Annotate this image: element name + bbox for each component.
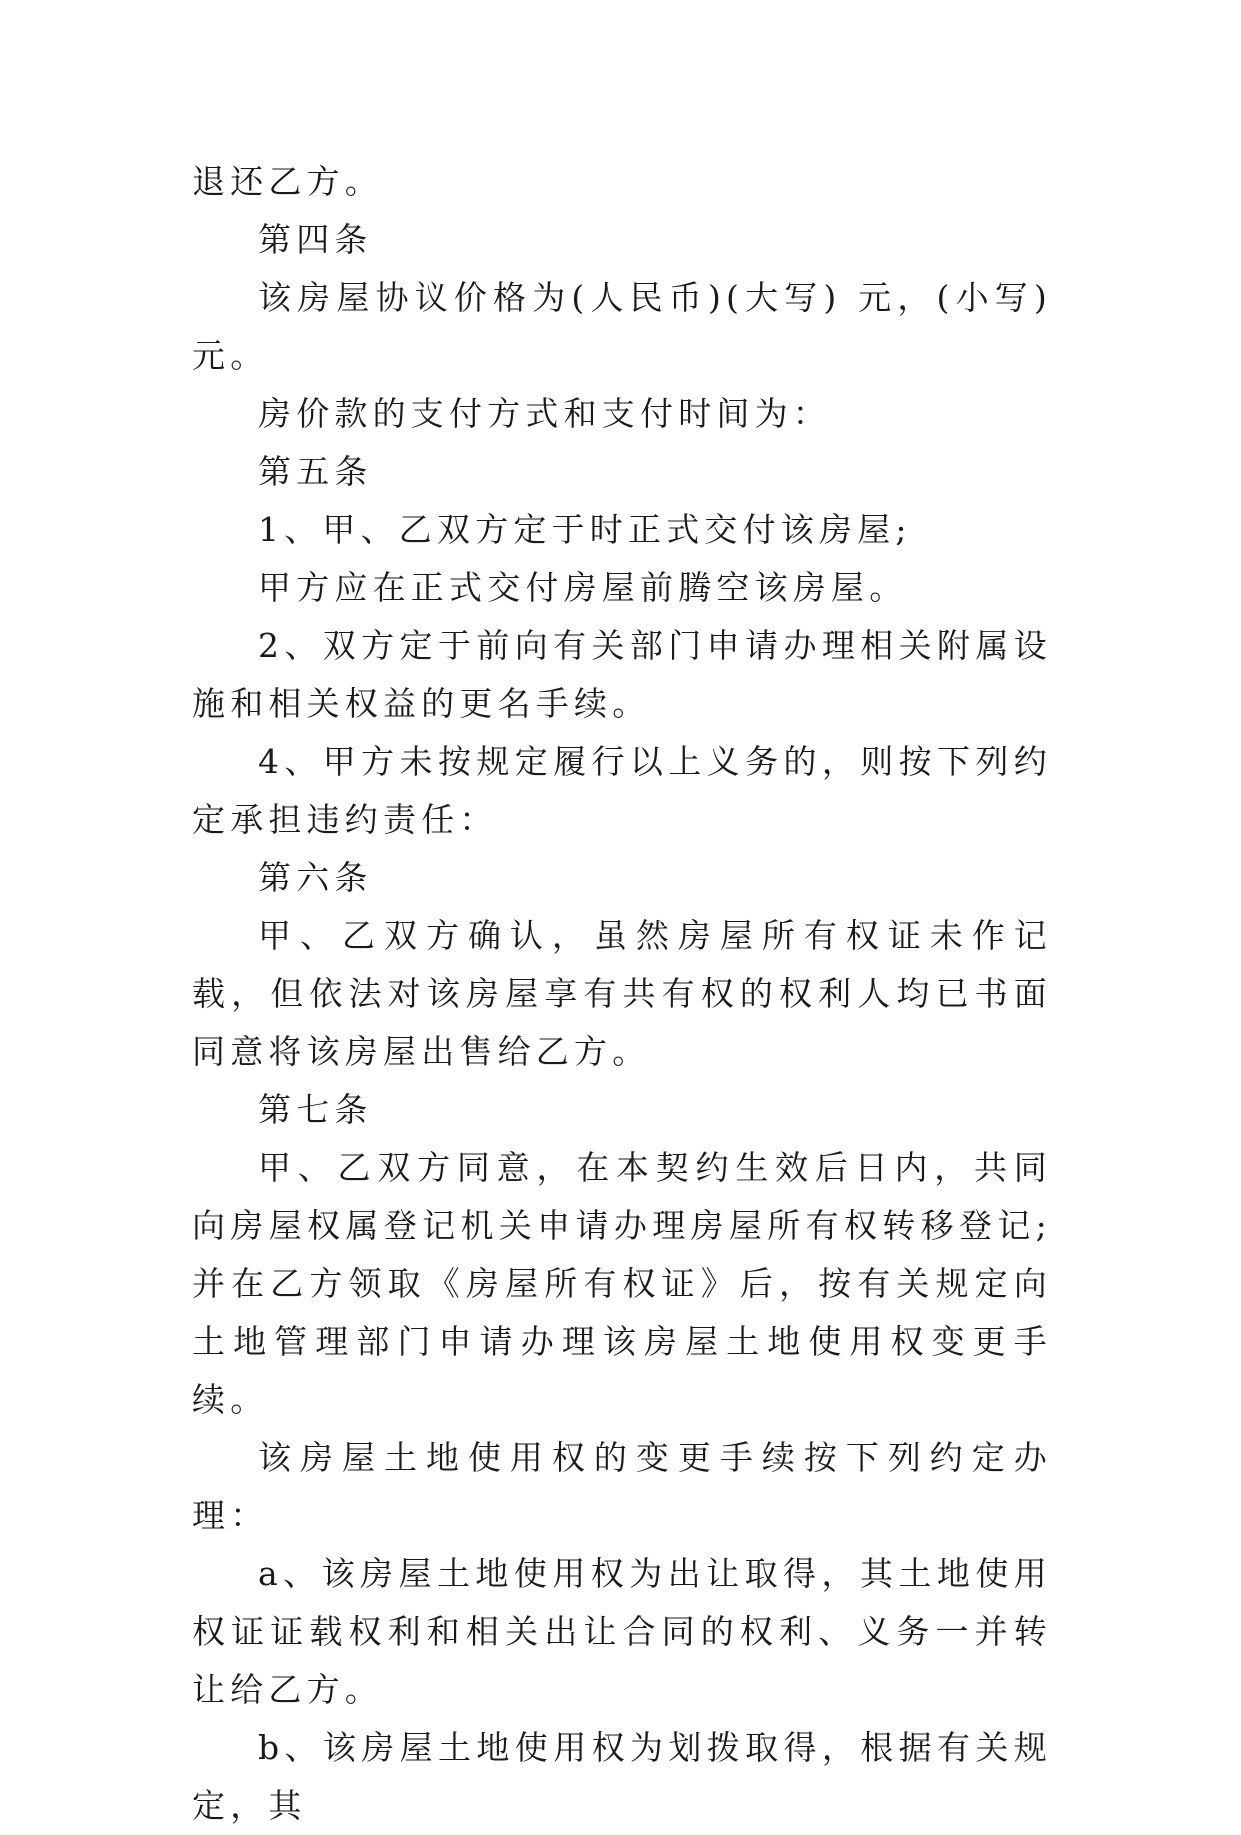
paragraph-coowner: 甲、乙双方确认，虽然房屋所有权证未作记载，但依法对该房屋享有共有权的权利人均已书面同意将该房屋出售给乙方。: [192, 916, 1052, 1071]
article-7-heading: 第七条: [258, 1090, 373, 1129]
paragraph-vacate: 甲方应在正式交付房屋前腾空该房屋。: [258, 568, 908, 607]
paragraph-item-b: b、该房屋土地使用权为划拨取得，根据有关规定，其: [192, 1728, 1052, 1825]
paragraph-registration: 甲、乙双方同意，在本契约生效后日内，共同向房屋权属登记机关申请办理房屋所有权转移登记;并在乙方领取《房屋所有权证》后，按有关规定向土地管理部门申请办理该房屋土地使用权变更手续。: [192, 1148, 1052, 1419]
paragraph-rename: 2、双方定于前向有关部门申请办理相关附属设施和相关权益的更名手续。: [192, 626, 1052, 723]
paragraph-payment: 房价款的支付方式和支付时间为：: [258, 394, 831, 433]
paragraph-1: 退还乙方。: [192, 162, 383, 201]
article-6-heading: 第六条: [258, 858, 373, 897]
article-5-heading: 第五条: [258, 452, 373, 491]
article-4-heading: 第四条: [258, 220, 373, 259]
paragraph-breach: 4、甲方未按规定履行以上义务的，则按下列约定承担违约责任：: [192, 742, 1052, 839]
paragraph-land-use: 该房屋土地使用权的变更手续按下列约定办理：: [192, 1438, 1052, 1535]
paragraph-price: 该房屋协议价格为(人民币)(大写) 元，(小写) 元。: [192, 278, 1052, 375]
paragraph-item-a: a、该房屋土地使用权为出让取得，其土地使用权证证载权利和相关出让合同的权利、义务一并转让给乙方。: [192, 1554, 1052, 1709]
document-body: [192, 153, 1052, 1835]
paragraph-delivery: 1、甲、乙双方定于时正式交付该房屋;: [258, 510, 912, 549]
